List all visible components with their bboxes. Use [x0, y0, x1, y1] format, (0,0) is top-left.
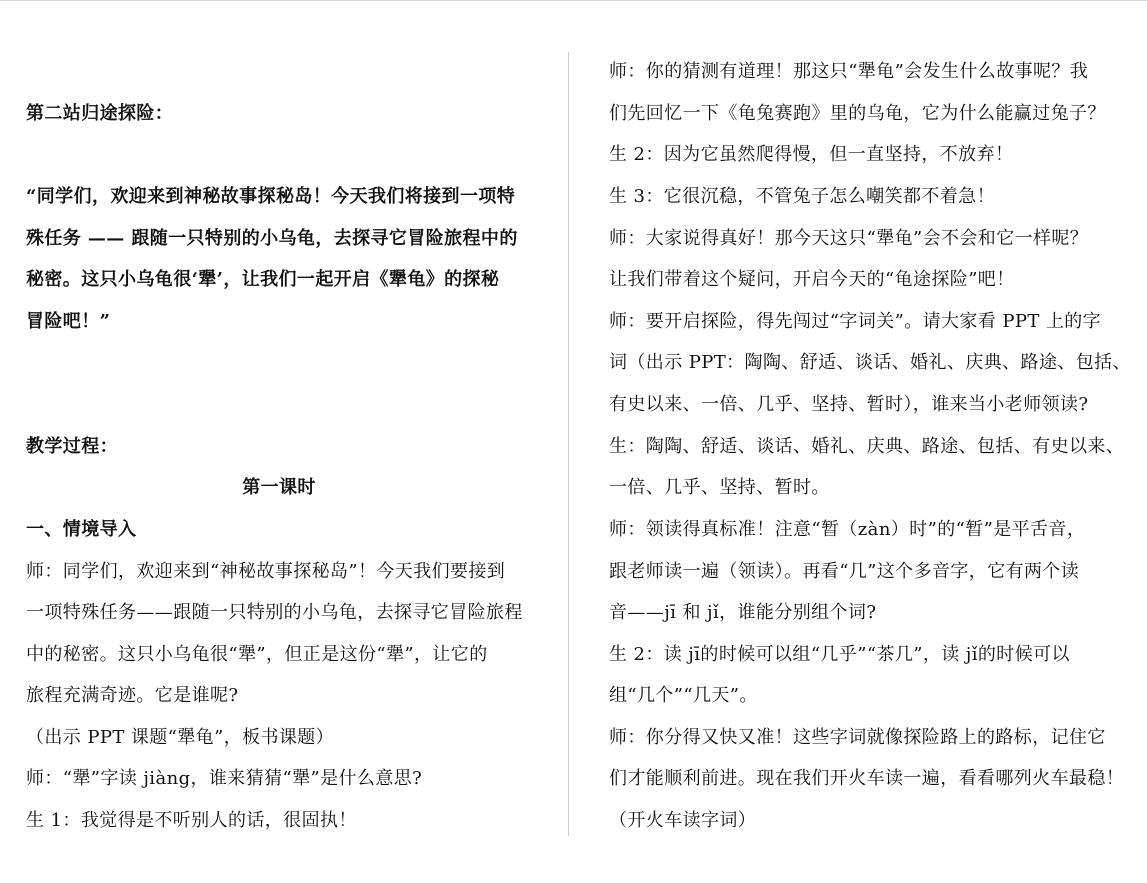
body-line: 师：你分得又快又准！这些字词就像探险路上的路标，记住它: [609, 727, 1106, 748]
lesson-title: 第一课时: [242, 477, 316, 498]
body-line: 旅程充满奇迹。它是谁呢?: [26, 685, 239, 706]
body-line: 让我们带着这个疑问，开启今天的“龟途探险”吧！: [609, 269, 1015, 290]
intro-line: 秘密。这只小乌龟很‘犟’，让我们一起开启《犟龟》的探秘: [26, 269, 500, 290]
column-divider: [568, 52, 569, 836]
body-line: 生：陶陶、舒适、谈话、婚礼、庆典、路途、包括、有史以来、: [609, 436, 1125, 457]
body-line: 们先回忆一下《龟兔赛跑》里的乌龟，它为什么能赢过兔子？: [609, 103, 1106, 124]
body-line: 一倍、几乎、坚持、暂时。: [609, 477, 830, 498]
body-line: （出示 PPT 课题“犟龟”，板书课题）: [26, 727, 335, 748]
body-line: 生 1：我觉得是不听别人的话，很固执！: [26, 810, 357, 831]
body-line: 跟老师读一遍（领读）。再看“几”这个多音字，它有两个读: [609, 561, 1080, 582]
body-line: 生 2：因为它虽然爬得慢，但一直坚持，不放弃！: [609, 144, 1014, 165]
body-line: 师：领读得真标准！注意“暂（zàn）时”的“暂”是平舌音，: [609, 519, 1086, 540]
intro-line: 殊任务 —— 跟随一只特别的小乌龟，去探寻它冒险旅程中的: [26, 228, 518, 249]
process-heading: 教学过程：: [26, 436, 118, 457]
body-line: 有史以来、一倍、几乎、坚持、暂时），谁来当小老师领读?: [609, 394, 1089, 415]
body-line: 师：你的猜测有道理！那这只“犟龟”会发生什么故事呢？我: [609, 61, 1089, 82]
top-border: [0, 0, 1147, 1]
body-line: 师：同学们，欢迎来到“神秘故事探秘岛”！今天我们要接到: [26, 561, 506, 582]
part-heading: 一、情境导入: [26, 519, 137, 540]
body-line: 中的秘密。这只小乌龟很“犟”，但正是这份“犟”，让它的: [26, 644, 488, 665]
body-line: 师：要开启探险，得先闯过“字词关”。请大家看 PPT 上的字: [609, 311, 1102, 332]
intro-line: “同学们，欢迎来到神秘故事探秘岛！今天我们将接到一项特: [26, 186, 516, 207]
intro-line: 冒险吧！”: [26, 311, 111, 332]
body-line: 们才能顺利前进。现在我们开火车读一遍，看看哪列火车最稳！: [609, 768, 1125, 789]
section-heading: 第二站归途探险：: [26, 103, 174, 124]
body-line: 师：大家说得真好！那今天这只“犟龟”会不会和它一样呢？: [609, 228, 1089, 249]
body-line: 音——jī 和 jǐ，谁能分别组个词?: [609, 602, 877, 623]
body-line: 组“几个”“几天”。: [609, 685, 758, 706]
body-line: 生 2：读 jī的时候可以组“几乎”“茶几”，读 jǐ的时候可以: [609, 644, 1070, 665]
body-line: 生 3：它很沉稳，不管兔子怎么嘲笑都不着急！: [609, 186, 995, 207]
body-line: （开火车读字词）: [609, 810, 757, 831]
body-line: 师：“犟”字读 jiàng，谁来猜猜“犟”是什么意思?: [26, 768, 423, 789]
body-line: 词（出示 PPT：陶陶、舒适、谈话、婚礼、庆典、路途、包括、: [609, 352, 1131, 373]
body-line: 一项特殊任务——跟随一只特别的小乌龟，去探寻它冒险旅程: [26, 602, 523, 623]
